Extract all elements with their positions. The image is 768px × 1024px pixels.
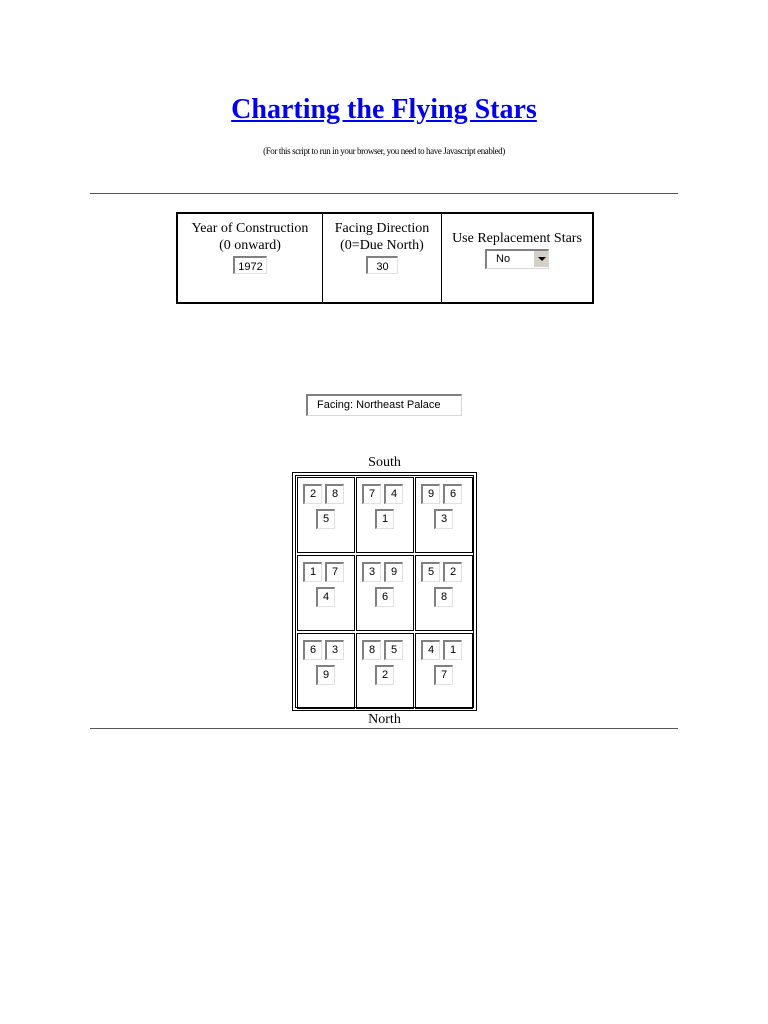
year-input[interactable]: 1972 (233, 256, 267, 274)
facing-cell (323, 213, 442, 303)
period-star-box[interactable]: 8 (434, 587, 453, 607)
palace-cell (297, 555, 355, 631)
period-star-box[interactable]: 7 (434, 665, 453, 685)
palace-cell (297, 633, 355, 709)
mountain-star-box[interactable]: 2 (303, 484, 322, 504)
facing-input[interactable]: 30 (366, 256, 398, 274)
page-title-link[interactable]: Charting the Flying Stars (231, 94, 537, 125)
water-star-box[interactable]: 9 (384, 562, 403, 582)
year-label: Year of Construction (191, 221, 309, 236)
palace-cell (297, 477, 355, 553)
palace-cell (415, 633, 473, 709)
year-hint: (0 onward) (219, 238, 281, 253)
period-star-box[interactable]: 1 (375, 509, 394, 529)
replacement-label: Use Replacement Stars (452, 231, 582, 246)
chevron-down-icon[interactable] (533, 251, 548, 267)
water-star-box[interactable]: 2 (443, 562, 462, 582)
parameters-table (176, 212, 594, 304)
mountain-star-box[interactable]: 6 (303, 640, 322, 660)
palace-cell (415, 477, 473, 553)
water-star-box[interactable]: 4 (384, 484, 403, 504)
flying-stars-grid (292, 472, 477, 711)
palace-cell (356, 633, 414, 709)
water-star-box[interactable]: 3 (325, 640, 344, 660)
mountain-star-box[interactable]: 5 (421, 562, 440, 582)
period-star-box[interactable]: 6 (375, 587, 394, 607)
facing-hint: (0=Due North) (340, 238, 424, 253)
facing-result-field[interactable]: Facing: Northeast Palace (306, 394, 462, 416)
palace-cell (415, 555, 473, 631)
palace-cell (356, 555, 414, 631)
south-label: South (368, 455, 401, 470)
period-star-box[interactable]: 5 (316, 509, 335, 529)
water-star-box[interactable]: 5 (384, 640, 403, 660)
replacement-selected-value: No (496, 253, 511, 265)
period-star-box[interactable]: 2 (375, 665, 394, 685)
mountain-star-box[interactable]: 3 (362, 562, 381, 582)
bottom-divider (90, 728, 678, 729)
water-star-box[interactable]: 1 (443, 640, 462, 660)
facing-label: Facing Direction (334, 221, 430, 236)
top-divider (90, 193, 678, 194)
water-star-box[interactable]: 7 (325, 562, 344, 582)
replacement-select[interactable] (485, 249, 549, 269)
water-star-box[interactable]: 8 (325, 484, 344, 504)
page-title-container (0, 94, 768, 126)
water-star-box[interactable]: 6 (443, 484, 462, 504)
mountain-star-box[interactable]: 7 (362, 484, 381, 504)
period-star-box[interactable]: 4 (316, 587, 335, 607)
mountain-star-box[interactable]: 4 (421, 640, 440, 660)
replacement-cell (442, 213, 594, 303)
mountain-star-box[interactable]: 9 (421, 484, 440, 504)
period-star-box[interactable]: 3 (434, 509, 453, 529)
javascript-note: (For this script to run in your browser, you need to have Javascript enabled) (263, 146, 505, 156)
mountain-star-box[interactable]: 8 (362, 640, 381, 660)
palace-cell (356, 477, 414, 553)
north-label: North (368, 712, 401, 727)
year-cell (177, 213, 323, 303)
period-star-box[interactable]: 9 (316, 665, 335, 685)
mountain-star-box[interactable]: 1 (303, 562, 322, 582)
